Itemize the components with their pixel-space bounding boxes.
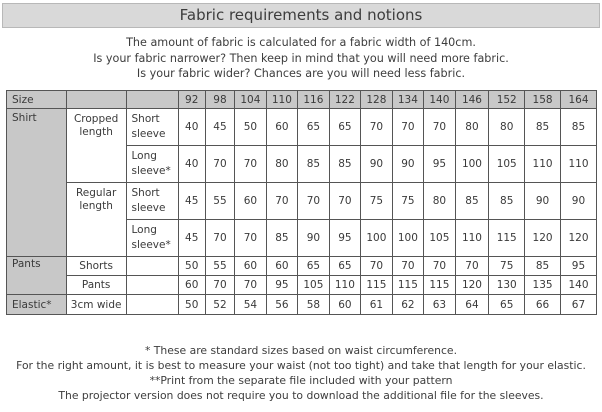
table-cell: 85 [455,183,489,220]
table-cell: 70 [205,220,234,257]
footnote-line: **Print from the separate file included with your pattern [149,374,453,387]
table-cell: 60 [329,295,361,315]
long-sleeve-label: Long sleeve* [126,220,178,257]
table-cell: 80 [489,109,525,146]
shirt-regular-short-row [7,183,597,220]
size-116: 116 [298,91,330,109]
table-cell: 105 [424,220,456,257]
size-header-row [7,91,597,109]
table-cell: 70 [455,257,489,276]
table-cell: 140 [560,276,596,295]
table-cell: 40 [178,109,205,146]
intro-line: Is your fabric wider? Chances are you will need less fabric. [136,67,466,80]
table-cell: 45 [205,109,234,146]
table-cell: 85 [329,146,361,183]
table-cell: 70 [392,257,424,276]
intro-line: Is your fabric narrower? Then keep in mind that you will need more fabric. [93,51,509,65]
table-cell: 58 [298,295,330,315]
page-title: Fabric requirements and notions [2,3,600,28]
size-134: 134 [392,91,424,109]
intro-text [0,35,602,82]
table-cell: 52 [205,295,234,315]
table-cell: 65 [298,109,330,146]
table-cell: 85 [298,146,330,183]
shorts-label: Shorts [66,257,126,276]
table-cell: 54 [235,295,267,315]
short-sleeve-label: Short sleeve [126,183,178,220]
table-cell: 50 [178,295,205,315]
table-cell: 130 [489,276,525,295]
table-cell: 85 [525,109,561,146]
size-128: 128 [361,91,393,109]
table-cell: 65 [329,257,361,276]
footnote-line: For the right amount, it is best to measure your waist (not too tight) and take that length for your elastic. [16,359,586,372]
short-sleeve-label: Short sleeve [126,109,178,146]
table-cell: 80 [266,146,298,183]
table-cell: 61 [361,295,393,315]
table-cell: 70 [205,276,234,295]
table-cell: 90 [361,146,393,183]
elastic-row [7,295,597,315]
table-cell: 50 [178,257,205,276]
table-cell: 67 [560,295,596,315]
table-cell: 75 [489,257,525,276]
table-cell: 80 [424,183,456,220]
table-cell: 40 [178,146,205,183]
table-cell: 64 [455,295,489,315]
table-cell: 105 [489,146,525,183]
table-cell: 70 [424,257,456,276]
table-cell: 70 [361,257,393,276]
size-104: 104 [235,91,267,109]
table-cell: 80 [455,109,489,146]
table-cell: 60 [235,257,267,276]
table-cell: 70 [235,146,267,183]
empty-cell [126,257,178,276]
table-cell: 60 [266,109,298,146]
intro-line: The amount of fabric is calculated for a fabric width of 140cm. [126,36,476,49]
table-cell: 95 [424,146,456,183]
table-cell: 65 [298,257,330,276]
shirt-category: Shirt [7,109,67,257]
table-cell: 115 [489,220,525,257]
table-cell: 85 [525,257,561,276]
footnotes [0,343,602,403]
table-cell: 75 [361,183,393,220]
table-cell: 70 [235,220,267,257]
table-cell: 55 [205,183,234,220]
table-cell: 45 [178,183,205,220]
table-cell: 50 [235,109,267,146]
footnote-line: The projector version does not require you to download the additional file for the sleeves. [58,389,544,402]
table-cell: 70 [205,146,234,183]
size-146: 146 [455,91,489,109]
table-cell: 90 [525,183,561,220]
table-cell: 90 [560,183,596,220]
size-158: 158 [525,91,561,109]
table-cell: 100 [455,146,489,183]
pants-pants-row [7,276,597,295]
table-cell: 70 [392,109,424,146]
empty-cell [126,295,178,315]
table-cell: 110 [455,220,489,257]
table-cell: 60 [178,276,205,295]
table-cell: 110 [329,276,361,295]
table-cell: 115 [424,276,456,295]
table-cell: 115 [361,276,393,295]
fabric-requirements-table [6,90,597,315]
size-label: Size [7,91,67,109]
size-140: 140 [424,91,456,109]
table-cell: 110 [560,146,596,183]
footnote-line: * These are standard sizes based on waist circumference. [144,344,458,357]
size-164: 164 [560,91,596,109]
table-cell: 60 [266,257,298,276]
table-cell: 85 [560,109,596,146]
table-cell: 70 [235,276,267,295]
table-cell: 100 [361,220,393,257]
table-cell: 95 [560,257,596,276]
table-cell: 63 [424,295,456,315]
table-cell: 100 [392,220,424,257]
table-cell: 105 [298,276,330,295]
table-cell: 95 [329,220,361,257]
table-cell: 70 [329,183,361,220]
table-cell: 45 [178,220,205,257]
table-cell: 110 [525,146,561,183]
size-110: 110 [266,91,298,109]
table-cell: 90 [392,146,424,183]
table-cell: 70 [424,109,456,146]
long-sleeve-label: Long sleeve* [126,146,178,183]
table-cell: 85 [489,183,525,220]
elastic-category: Elastic* [7,295,67,315]
table-cell: 70 [298,183,330,220]
table-cell: 120 [560,220,596,257]
table-cell: 56 [266,295,298,315]
size-122: 122 [329,91,361,109]
table-cell: 135 [525,276,561,295]
table-cell: 65 [329,109,361,146]
table-cell: 115 [392,276,424,295]
table-cell: 75 [392,183,424,220]
size-98: 98 [205,91,234,109]
table-cell: 120 [525,220,561,257]
shirt-cropped-short-row [7,109,597,146]
regular-length-label: Regular length [66,183,126,257]
table-cell: 65 [489,295,525,315]
table-cell: 62 [392,295,424,315]
table-cell: 120 [455,276,489,295]
pants-category: Pants [7,257,67,295]
empty-cell [126,276,178,295]
header-spacer [66,91,126,109]
pants-shorts-row [7,257,597,276]
pants-label: Pants [66,276,126,295]
table-cell: 95 [266,276,298,295]
size-152: 152 [489,91,525,109]
table-cell: 85 [266,220,298,257]
header-spacer [126,91,178,109]
cropped-length-label: Cropped length [66,109,126,183]
table-cell: 55 [205,257,234,276]
table-cell: 60 [235,183,267,220]
table-cell: 70 [361,109,393,146]
table-cell: 70 [266,183,298,220]
table-cell: 90 [298,220,330,257]
table-cell: 66 [525,295,561,315]
size-92: 92 [178,91,205,109]
elastic-width-label: 3cm wide [66,295,126,315]
